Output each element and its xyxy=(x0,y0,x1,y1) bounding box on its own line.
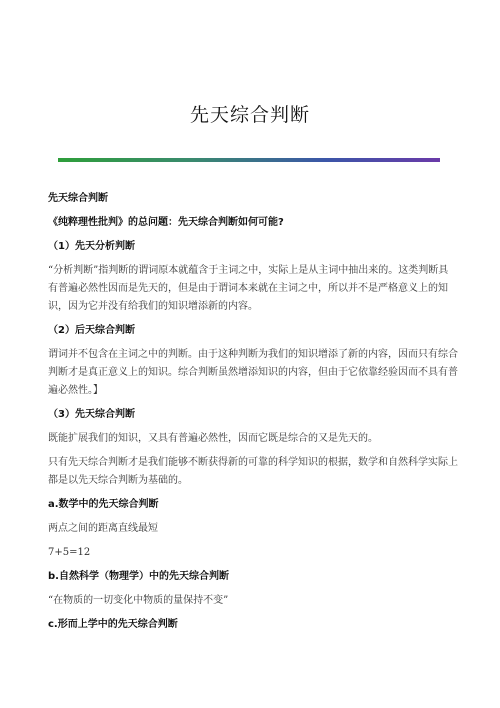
heading-physics: b.自然科学（物理学）中的先天综合判断 xyxy=(48,571,229,582)
math-example-sum: 7+5=12 xyxy=(48,547,91,558)
paragraph-analytic: “分析判断”指判断的谓词原本就蕴含于主词之中，实际上是从主词中抽出来的。这类判断具有普遍必然性因而是先天的，但是由于谓词本来就在主词之中，所以并不是严格意义上的知识，因为它并没有给我们的知识增添新的内容。 xyxy=(48,265,449,312)
paragraph-synthetic: 谓词并不包含在主词之中的判断。由于这种判断为我们的知识增添了新的内容，因而只有综合判断才是真正意义上的知识。综合判断虽然增添知识的内容，但由于它依靠经验因而不具有普遍必然性。】 xyxy=(48,349,458,396)
general-question: 《纯粹理性批判》的总问题：先天综合判断如何可能? xyxy=(48,217,284,228)
document-body xyxy=(48,190,458,640)
heading-a-priori-synthetic: （3）先天综合判断 xyxy=(48,409,135,420)
physics-example: “在物质的一切变化中物质的量保持不变” xyxy=(48,595,229,606)
paragraph-foundation: 只有先天综合判断才是我们能够不断获得新的可靠的科学知识的根据，数学和自然科学实际上都是以先天综合判断为基础的。 xyxy=(48,457,458,486)
heading-a-posteriori-synthetic: （2）后天综合判断 xyxy=(48,325,135,336)
math-example-line: 两点之间的距离直线最短 xyxy=(48,523,158,534)
heading-metaphysics: c.形而上学中的先天综合判断 xyxy=(48,619,178,630)
heading-math: a.数学中的先天综合判断 xyxy=(48,499,159,510)
document-title: 先天综合判断 xyxy=(189,104,310,126)
heading-a-priori-analytic: （1）先天分析判断 xyxy=(48,241,135,252)
paragraph-a-priori-synthetic: 既能扩展我们的知识，又具有普遍必然性，因而它既是综合的又是先天的。 xyxy=(48,433,378,444)
section-heading: 先天综合判断 xyxy=(48,193,108,204)
title-divider xyxy=(58,158,440,162)
